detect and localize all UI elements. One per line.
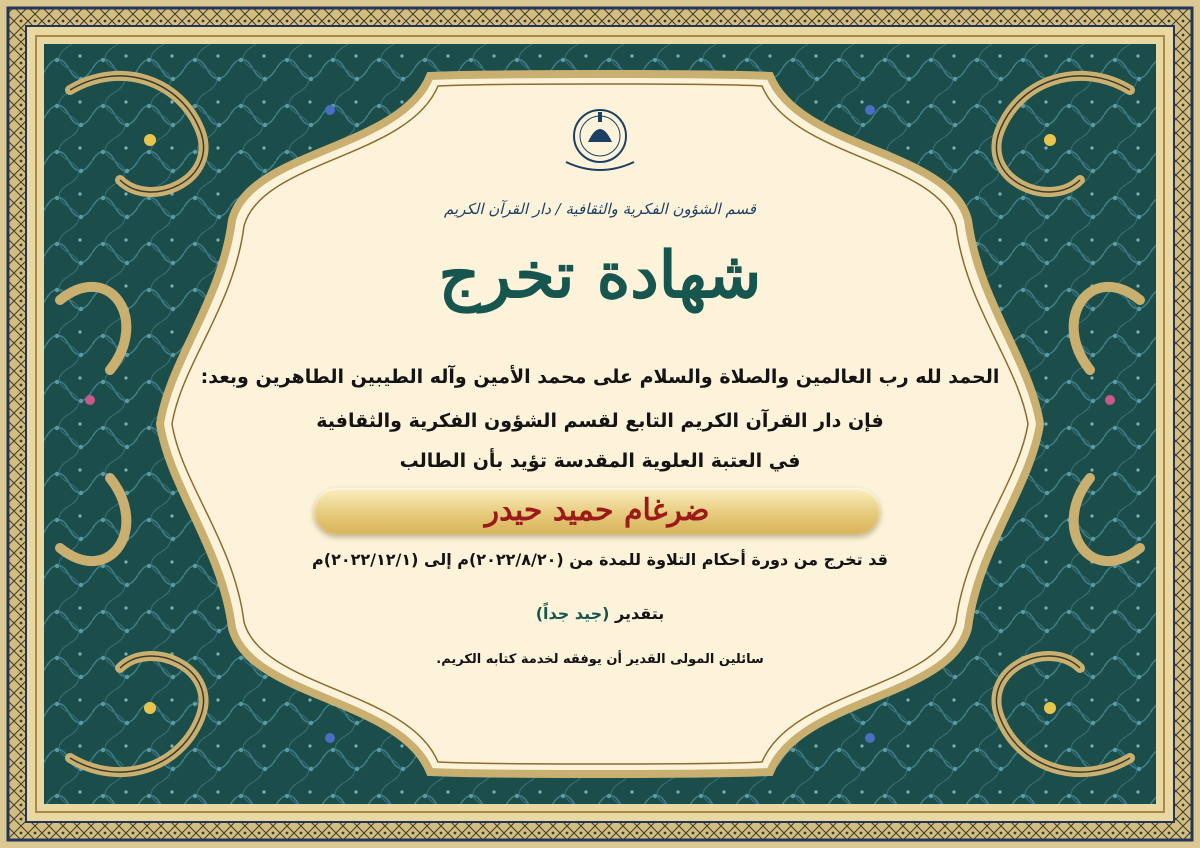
shrine-emblem-logo — [550, 98, 650, 178]
certificate-title: شهادة تخرج — [438, 238, 762, 313]
student-name-banner — [314, 488, 880, 534]
closing-prayer-line: سائلين المولى القدير أن يوفقه لخدمة كتابه الكريم. — [436, 652, 764, 667]
institution-line: فإن دار القرآن الكريم التابع لقسم الشؤون الفكرية والثقافية — [316, 410, 884, 432]
shrine-line: في العتبة العلوية المقدسة تؤيد بأن الطالب — [399, 450, 801, 472]
department-line: قسم الشؤون الفكرية والثقافية / دار القرآن الكريم — [444, 200, 756, 218]
grade-label: بتقدير — [615, 604, 665, 623]
student-name: ضرغام حميد حيدر — [484, 493, 710, 528]
grade-value: (جيد جداً) — [535, 604, 610, 623]
grade-row — [300, 604, 900, 623]
opening-praise-line: الحمد لله رب العالمين والصلاة والسلام على محمد الأمين وآله الطيبين الطاهرين وبعد: — [200, 366, 1000, 388]
course-duration-line: قد تخرج من دورة أحكام التلاوة للمدة من (٢٠٢٢/٨/٢٠)م إلى (٢٠٢٢/١٢/١)م — [312, 550, 888, 569]
